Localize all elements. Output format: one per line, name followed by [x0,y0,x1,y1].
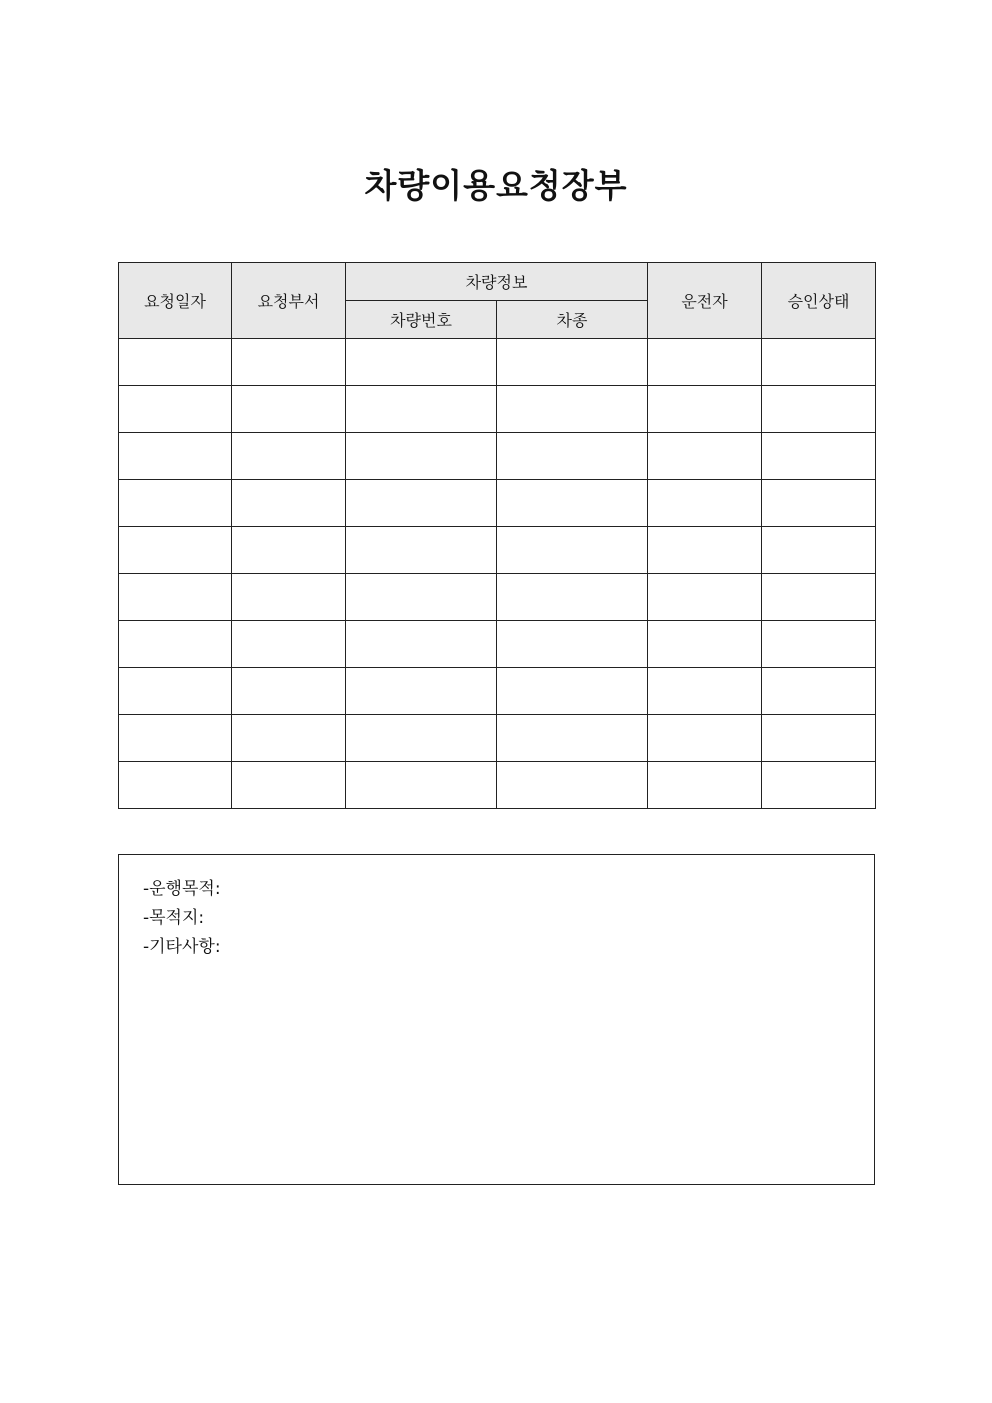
notes-box[interactable] [118,854,875,1185]
table-cell[interactable] [648,433,762,480]
table-cell[interactable] [232,480,346,527]
table-cell[interactable] [346,762,497,809]
table-cell[interactable] [346,339,497,386]
table-cell[interactable] [346,480,497,527]
table-cell[interactable] [762,480,876,527]
table-cell[interactable] [648,668,762,715]
table-cell[interactable] [762,386,876,433]
header-vehicle-type: 차종 [497,301,648,339]
table-cell[interactable] [497,433,648,480]
table-cell[interactable] [497,339,648,386]
table-cell[interactable] [346,386,497,433]
table-cell[interactable] [648,480,762,527]
table-cell[interactable] [648,527,762,574]
table-cell[interactable] [346,621,497,668]
table-cell[interactable] [497,480,648,527]
table-cell[interactable] [762,715,876,762]
table-cell[interactable] [119,527,232,574]
table-cell[interactable] [648,715,762,762]
table-cell[interactable] [346,574,497,621]
table-row [119,386,876,433]
table-cell[interactable] [762,668,876,715]
table-cell[interactable] [232,386,346,433]
table-cell[interactable] [648,621,762,668]
other-notes-label: -기타사항: [143,937,221,957]
table-cell[interactable] [232,339,346,386]
table-cell[interactable] [119,574,232,621]
header-request-department: 요청부서 [232,263,346,339]
header-driver: 운전자 [648,263,762,339]
table-cell[interactable] [648,386,762,433]
table-cell[interactable] [497,715,648,762]
table-cell[interactable] [119,339,232,386]
table-cell[interactable] [346,668,497,715]
table-cell[interactable] [762,527,876,574]
header-vehicle-info: 차량정보 [346,263,648,301]
table-cell[interactable] [762,433,876,480]
purpose-label: -운행목적: [143,879,221,899]
table-row [119,668,876,715]
table-row [119,433,876,480]
table-cell[interactable] [119,668,232,715]
table-row [119,480,876,527]
table-cell[interactable] [762,762,876,809]
table-cell[interactable] [119,433,232,480]
destination-label: -목적지: [143,908,205,928]
header-vehicle-number: 차량번호 [346,301,497,339]
header-approval-status: 승인상태 [762,263,876,339]
header-request-date: 요청일자 [119,263,232,339]
table-row [119,574,876,621]
table-cell[interactable] [232,621,346,668]
table-cell[interactable] [232,668,346,715]
table-cell[interactable] [497,762,648,809]
table-cell[interactable] [497,386,648,433]
table-cell[interactable] [648,762,762,809]
table-row [119,762,876,809]
page-title: 차량이용요청장부 [364,166,628,205]
table-cell[interactable] [497,621,648,668]
table-cell[interactable] [119,621,232,668]
table-cell[interactable] [232,527,346,574]
table-cell[interactable] [346,715,497,762]
table-cell[interactable] [346,527,497,574]
table-cell[interactable] [119,715,232,762]
table-row [119,715,876,762]
table-cell[interactable] [232,715,346,762]
table-row [119,527,876,574]
table-cell[interactable] [762,621,876,668]
notes-lines [143,875,221,962]
vehicle-request-table [118,262,876,809]
table-cell[interactable] [232,433,346,480]
table-row [119,339,876,386]
table-cell[interactable] [497,668,648,715]
table-cell[interactable] [346,433,497,480]
table-row [119,621,876,668]
table-cell[interactable] [762,339,876,386]
table-cell[interactable] [648,574,762,621]
table-cell[interactable] [232,574,346,621]
table-cell[interactable] [762,574,876,621]
table-cell[interactable] [119,762,232,809]
table-cell[interactable] [497,574,648,621]
table-cell[interactable] [497,527,648,574]
table-cell[interactable] [119,386,232,433]
table-cell[interactable] [648,339,762,386]
table-cell[interactable] [232,762,346,809]
table-cell[interactable] [119,480,232,527]
